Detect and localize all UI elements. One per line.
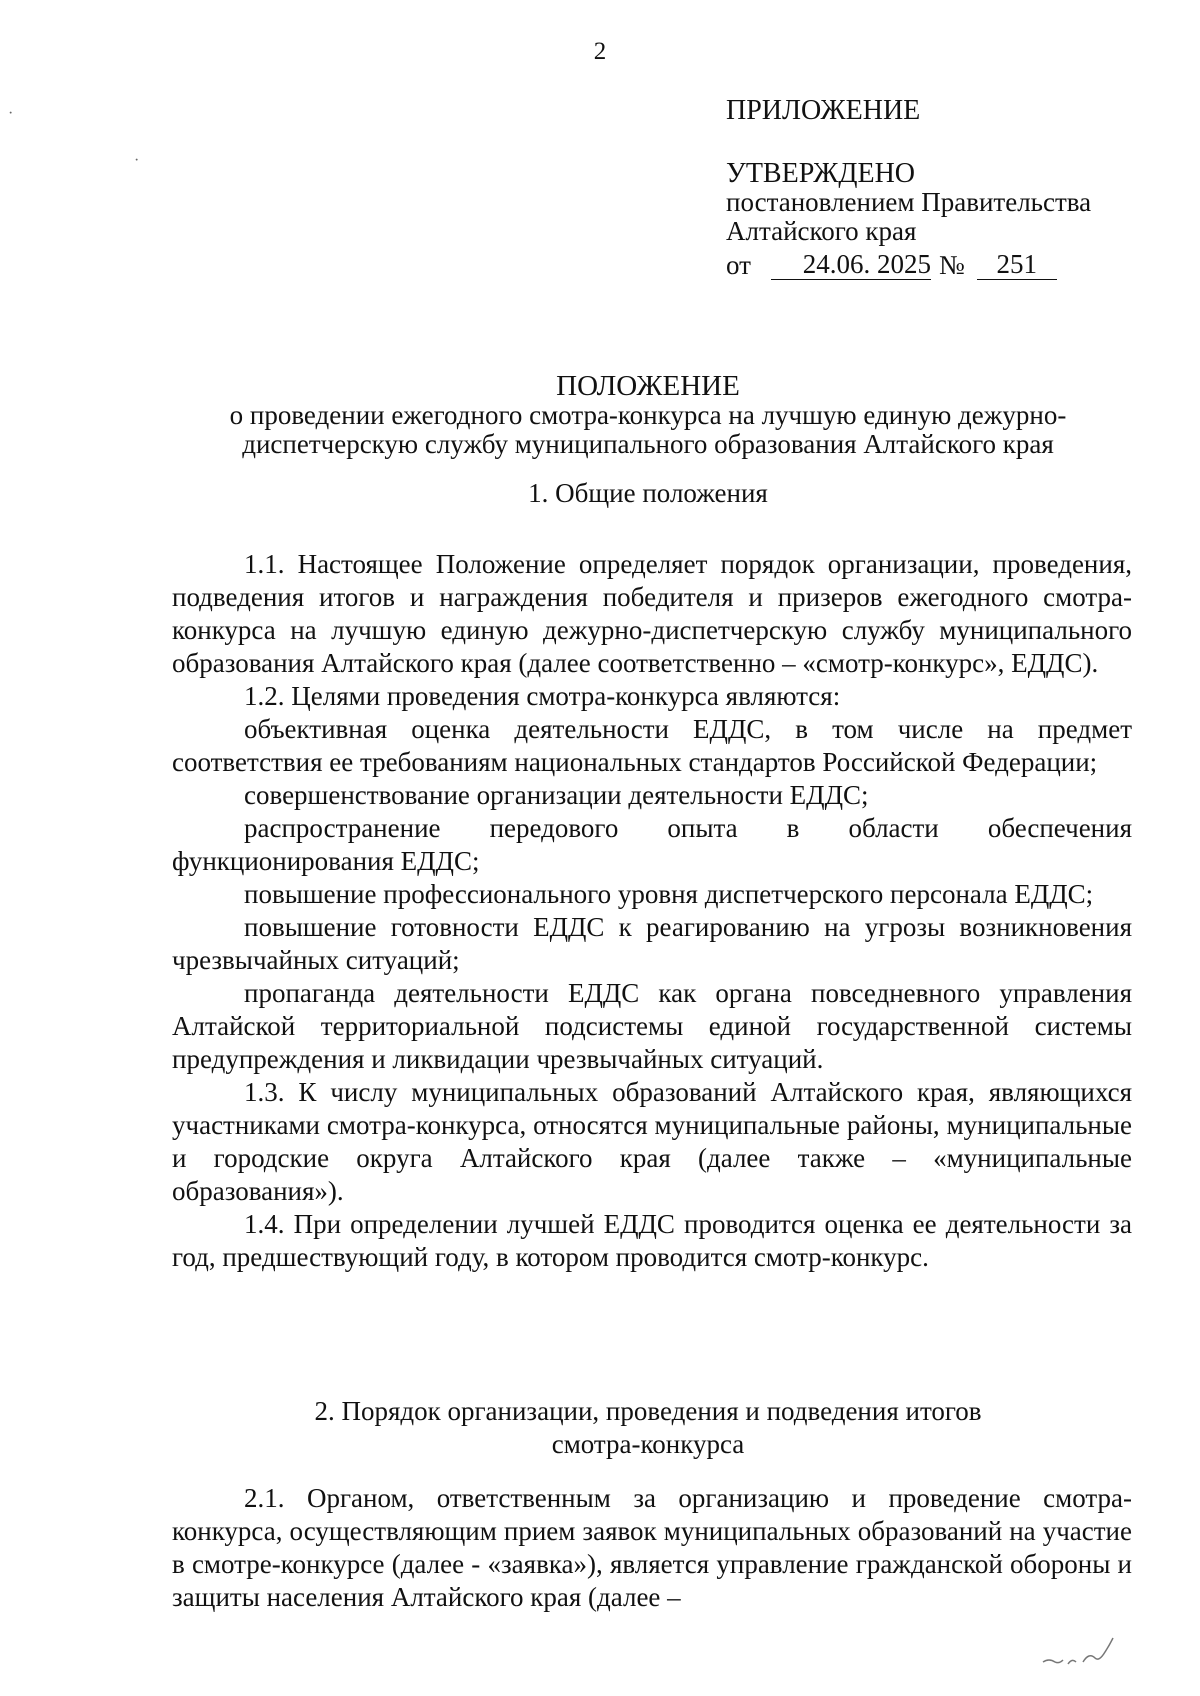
paragraph: пропаганда деятельности ЕДДС как органа повседневного управления Алтайской территориальной подсистемы единой государственной системы предупреждения и ликвидации чрезвычайных ситуаций. <box>172 978 1132 1074</box>
section-2-heading-line-2: смотра-конкурса <box>551 1429 745 1459</box>
scan-speck: · <box>134 152 140 169</box>
approval-block <box>726 96 1136 280</box>
paragraph: повышение готовности ЕДДС к реагированию на угрозы возникновения чрезвычайных ситуаций; <box>172 912 1132 975</box>
page-number: 2 <box>593 38 607 65</box>
section-1-heading: 1. Общие положения <box>528 478 768 508</box>
document-subtitle-line-1: о проведении ежегодного смотра-конкурса на лучшую единую дежурно- <box>229 400 1067 430</box>
scan-squiggle-mark <box>1038 1632 1138 1677</box>
section-2-heading-line-1: 2. Порядок организации, проведения и подведения итогов <box>314 1396 982 1426</box>
paragraph: 2.1. Органом, ответственным за организацию и проведение смотра-конкурса, осуществляющим прием заявок муниципальных образований на участие в смотре-конкурсе (далее - «заявка»), является управление гражданской обороны и защиты населения Алтайского края (далее – <box>172 1483 1132 1612</box>
from-label: от <box>726 250 751 280</box>
paragraph: 1.2. Целями проведения смотра-конкурса являются: <box>244 681 841 711</box>
appendix-label: ПРИЛОЖЕНИЕ <box>726 95 921 126</box>
approval-line-1: постановлением Правительства <box>726 187 1092 217</box>
paragraph: совершенствование организации деятельности ЕДДС; <box>244 780 869 810</box>
number-label: № <box>938 250 965 280</box>
approval-date: 24.06. 2025 <box>771 250 931 280</box>
paragraph: объективная оценка деятельности ЕДДС, в том числе на предмет соответствия ее требованиям национальных стандартов Российской Федерации; <box>172 714 1132 777</box>
paragraph: повышение профессионального уровня диспетчерского персонала ЕДДС; <box>244 879 1094 909</box>
approval-number: 251 <box>977 250 1057 280</box>
paragraph: 1.1. Настоящее Положение определяет порядок организации, проведения, подведения итогов и награждения победителя и призеров ежегодного смотра-конкурса на лучшую единую дежурно-диспетчерскую службу муниципального образования Алтайского края (далее соответственно – «смотр-конкурс», ЕДДС). <box>172 549 1132 678</box>
approval-line-2: Алтайского края <box>726 216 917 246</box>
paragraph: 1.4. При определении лучшей ЕДДС проводится оценка ее деятельности за год, предшествующий году, в котором проводится смотр-конкурс. <box>172 1209 1132 1272</box>
document-subtitle-line-2: диспетчерскую службу муниципального образования Алтайского края <box>242 429 1054 459</box>
paragraph: 1.3. К числу муниципальных образований Алтайского края, являющихся участниками смотра-конкурса, относятся муниципальные районы, муниципальные и городские округа Алтайского края (далее также – «муниципальные образования»). <box>172 1077 1132 1206</box>
section-1-body <box>172 548 1132 1274</box>
approved-label: УТВЕРЖДЕНО <box>726 158 916 189</box>
approval-date-row <box>726 250 1136 280</box>
scan-speck: · <box>8 105 14 122</box>
section-2-body <box>172 1482 1132 1614</box>
paragraph: распространение передового опыта в области обеспечения функционирования ЕДДС; <box>172 813 1132 876</box>
document-title: ПОЛОЖЕНИЕ <box>556 370 740 402</box>
document-title-block <box>150 372 1146 459</box>
section-2-heading <box>150 1395 1146 1461</box>
handwritten-mark-icon <box>1038 1632 1138 1672</box>
